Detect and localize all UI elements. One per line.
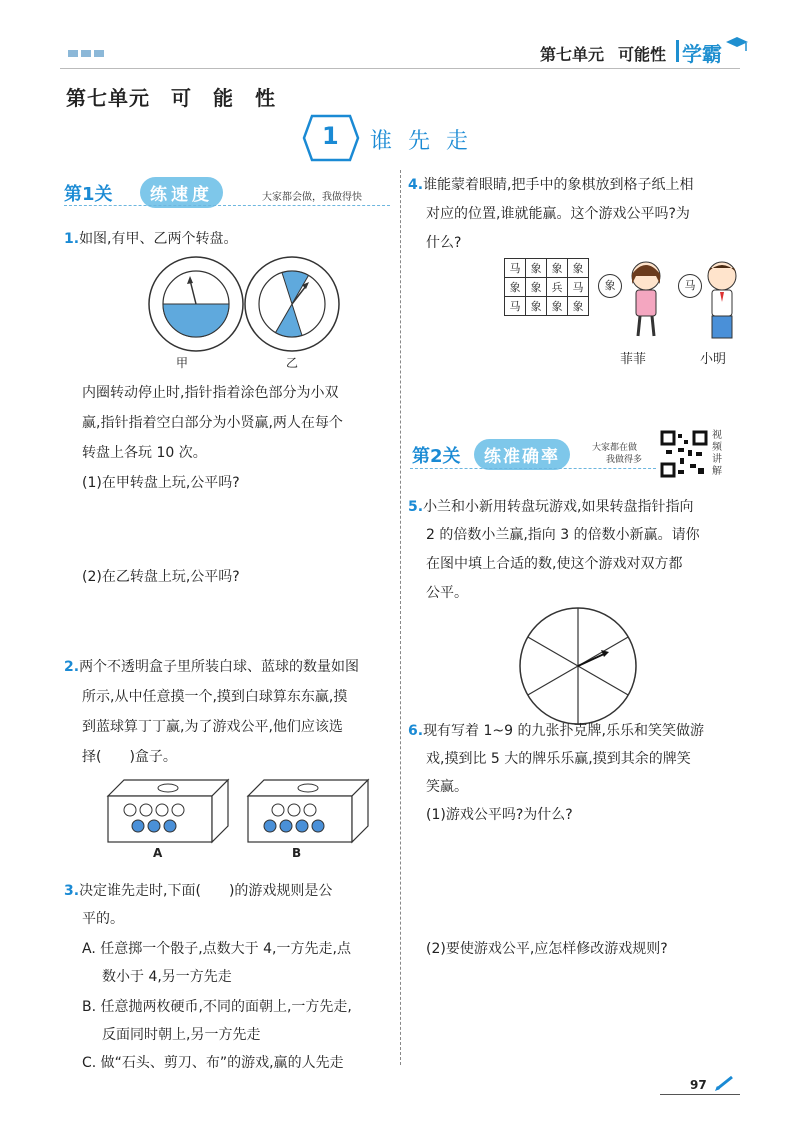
q5-line1 [408, 492, 694, 522]
girl-piece [598, 274, 622, 298]
q2-line1 [64, 652, 359, 682]
chess-grid [504, 258, 589, 316]
q1-desc-1: 内圈转动停止时,指针指着涂色部分为小双 [82, 385, 339, 401]
grid-cell: 象 [568, 297, 589, 316]
grid-cell: 象 [568, 259, 589, 278]
grid-cell: 象 [526, 297, 547, 316]
boy-name: 小明 [700, 352, 727, 367]
q3-line1 [64, 876, 332, 906]
boy-illustration [694, 254, 754, 344]
unit-title: 第七单元 可 能 性 [66, 86, 276, 110]
pencil-icon [714, 1074, 736, 1092]
column-divider [400, 170, 401, 1065]
q1-text [64, 224, 238, 254]
grid-row [505, 259, 589, 278]
box-a-label: A [153, 846, 163, 860]
grid-cell: 象 [547, 259, 568, 278]
header-brand: 学霸 [682, 42, 722, 66]
q3-line1-text: 决定谁先走时,下面( )的游戏规则是公 [79, 883, 333, 899]
mortarboard-icon [724, 34, 750, 54]
girl-illustration [616, 254, 676, 344]
header-tabs [68, 50, 108, 58]
q3-line2: 平的。 [82, 911, 124, 927]
header-rule [60, 68, 740, 69]
q5-line1-text: 小兰和小新用转盘玩游戏,如果转盘指针指向 [423, 499, 694, 515]
q3-number: 3. [64, 883, 80, 899]
qr-caption: 视频讲解 [712, 430, 722, 477]
q1-number: 1. [64, 231, 80, 247]
q1-desc-3: 转盘上各玩 10 次。 [82, 445, 207, 461]
q6-line1 [408, 716, 704, 746]
grid-cell: 象 [526, 278, 547, 297]
q6-sub2: (2)要使游戏公平,应怎样修改游戏规则? [426, 941, 668, 957]
section2-pill: 练准确率 [474, 439, 570, 470]
q5-line4: 公平。 [426, 585, 468, 601]
footer-rule [660, 1094, 740, 1095]
q3-optB-2: 反面同时朝上,另一方先走 [102, 1027, 261, 1043]
section2-label: 第2关 [412, 446, 461, 467]
q1-desc-2: 赢,指针指着空白部分为小贤赢,两人在每个 [82, 415, 343, 431]
q1-sub1: (1)在甲转盘上玩,公平吗? [82, 475, 240, 491]
section1-label: 第1关 [64, 184, 113, 205]
q2-line3: 到蓝球算丁丁赢,为了游戏公平,他们应该选 [82, 719, 343, 735]
q4-line3: 什么? [426, 235, 462, 251]
page-number: 97 [690, 1078, 707, 1092]
grid-row [505, 278, 589, 297]
q1-prompt: 如图,有甲、乙两个转盘。 [79, 231, 238, 247]
section2-slogan-2: 我做得多 [606, 455, 643, 465]
grid-cell: 象 [505, 278, 526, 297]
lesson-number: 1 [322, 122, 339, 150]
box-b-label: B [292, 846, 302, 860]
q2-line4: 择( )盒子。 [82, 749, 177, 765]
q6-line3: 笑赢。 [426, 779, 468, 795]
boy-piece [678, 274, 702, 298]
q3-optB-1: B. 任意抛两枚硬币,不同的面朝上,一方先走, [82, 999, 352, 1015]
section2-slogan-1: 大家都在做 [592, 443, 638, 453]
girl-name: 菲菲 [620, 352, 647, 367]
spinner-q5 [508, 604, 648, 734]
q4-line2: 对应的位置,谁就能赢。这个游戏公平吗?为 [426, 206, 690, 222]
q5-line3: 在图中填上合适的数,使这个游戏对双方都 [426, 556, 683, 572]
q6-line2: 戏,摸到比 5 大的牌乐乐赢,摸到其余的牌笑 [426, 751, 691, 767]
q6-sub1: (1)游戏公平吗?为什么? [426, 807, 573, 823]
q6-line1-text: 现有写着 1~9 的九张扑克牌,乐乐和笑笑做游 [423, 723, 704, 739]
grid-cell: 马 [505, 297, 526, 316]
header-unit-label: 第七单元 [540, 45, 605, 64]
q3-optC: C. 做“石头、剪刀、布”的游戏,赢的人先走 [82, 1055, 344, 1071]
qr-code-icon [660, 430, 708, 478]
spinner-b-label: 乙 [286, 356, 299, 370]
grid-cell: 象 [547, 297, 568, 316]
spinner-a-label: 甲 [176, 356, 189, 370]
q5-number: 5. [408, 499, 424, 515]
box-b [244, 776, 374, 846]
section2-rule [410, 468, 656, 469]
q4-number: 4. [408, 177, 424, 193]
q2-line2: 所示,从中任意摸一个,摸到白球算东东赢,摸 [82, 689, 348, 705]
box-a [104, 776, 234, 846]
q2-number: 2. [64, 659, 80, 675]
q3-optA-1: A. 任意掷一个骰子,点数大于 4,一方先走,点 [82, 941, 351, 957]
q4-line1-text: 谁能蒙着眼睛,把手中的象棋放到格子纸上相 [423, 177, 694, 193]
grid-cell: 象 [526, 259, 547, 278]
q5-line2: 2 的倍数小兰赢,指向 3 的倍数小新赢。请你 [426, 527, 700, 543]
section1-slogan: 大家都会做，我做得快 [262, 192, 362, 203]
grid-cell: 马 [505, 259, 526, 278]
section1-rule [64, 205, 390, 206]
q6-number: 6. [408, 723, 424, 739]
section1-pill: 练速度 [140, 177, 223, 208]
q3-optA-2: 数小于 4,另一方先走 [102, 969, 232, 985]
q1-sub2: (2)在乙转盘上玩,公平吗? [82, 569, 240, 585]
grid-cell: 兵 [547, 278, 568, 297]
boy-piece-text: 马 [684, 279, 696, 292]
girl-piece-text: 象 [604, 279, 616, 292]
header-divider [676, 40, 679, 62]
q4-line1 [408, 170, 694, 200]
q2-line1-text: 两个不透明盒子里所装白球、蓝球的数量如图 [79, 659, 360, 675]
grid-row [505, 297, 589, 316]
grid-cell: 马 [568, 278, 589, 297]
header-topic-label: 可能性 [618, 45, 667, 64]
lesson-title: 谁先走 [370, 129, 485, 154]
